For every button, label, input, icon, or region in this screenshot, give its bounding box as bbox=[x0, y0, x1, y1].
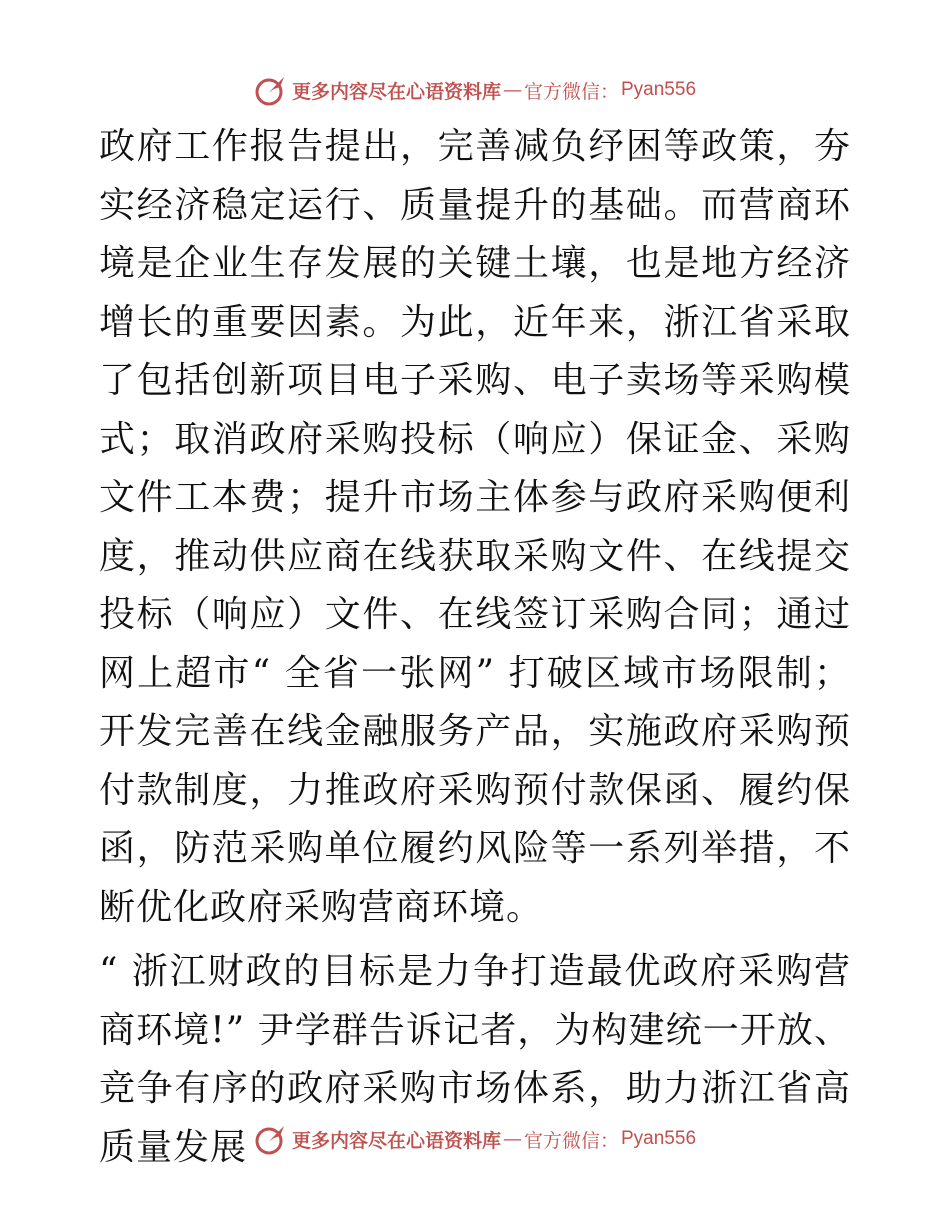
watermark-wechat-label: 官方微信： bbox=[523, 1129, 619, 1152]
body-paragraph: “ 浙江财政的目标是力争打造最优政府采购营商环境!” 尹学群告诉记者，为构建统一开放、竞争有序的政府采购市场体系，助力浙江省高质量发展 bbox=[99, 951, 851, 1168]
watermark-dash: — bbox=[502, 79, 522, 101]
footer-watermark bbox=[0, 1119, 950, 1159]
watermark-wechat-label: 官方微信： bbox=[523, 80, 619, 103]
watermark-text: 更多内容尽在心语资料库 bbox=[291, 80, 501, 103]
watermark-wechat-id: Pyan556 bbox=[621, 79, 697, 100]
header-watermark bbox=[0, 70, 950, 110]
body-paragraph: 政府工作报告提出，完善减负纾困等政策，夯实经济稳定运行、质量提升的基础。而营商环境是企业生存发展的关键土壤，也是地方经济增长的重要因素。为此，近年来，浙江省采取了包括创新项目电子采购、电子卖场等采购模式；取消政府采购投标（响应）保证金、采购文件工本费；提升市场主体参与政府采购便利度，推动供应商在线获取采购文件、在线提交投标（响应）文件、在线签订采购合同；通过网上超市“ 全省一张网” 打破区域市场限制；开发完善在线金融服务产品，实施政府采购预付款制度，力推政府采购预付款保函、履约保函，防范采购单位履约风险等一系列举措，不断优化政府采购营商环境。 bbox=[99, 126, 851, 928]
watermark-text: 更多内容尽在心语资料库 bbox=[291, 1129, 501, 1152]
feather-circle-logo-icon bbox=[254, 73, 288, 107]
document-body bbox=[99, 118, 851, 1177]
watermark-dash: — bbox=[502, 1128, 522, 1150]
feather-circle-logo-icon bbox=[254, 1122, 288, 1156]
watermark-wechat-id: Pyan556 bbox=[621, 1128, 697, 1149]
